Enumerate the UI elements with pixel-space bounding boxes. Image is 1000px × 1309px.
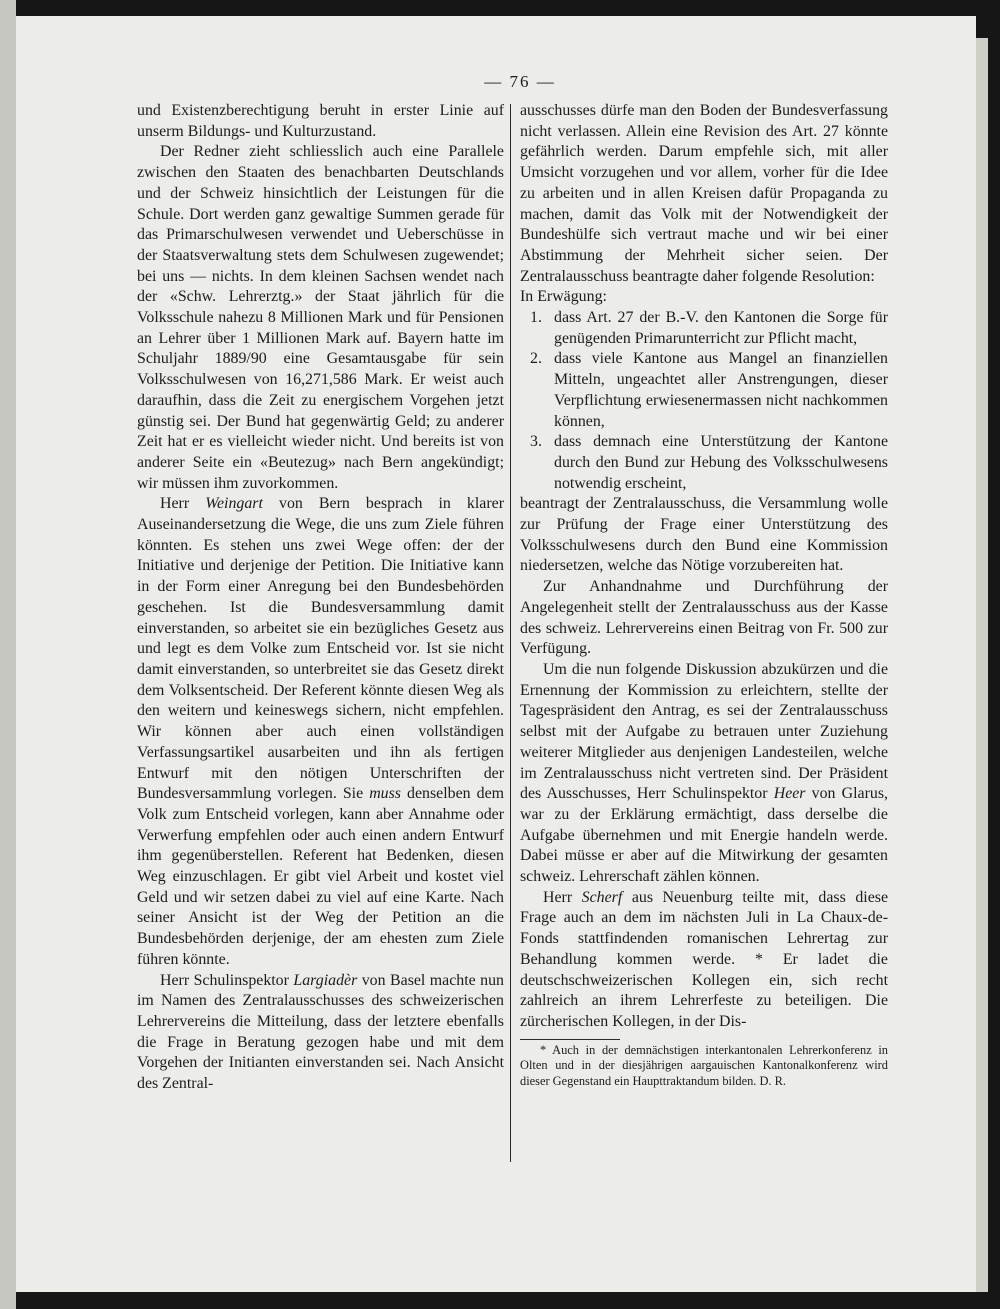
speaker-name: Weingart (205, 495, 263, 513)
speaker-name: Heer (773, 785, 806, 803)
scan-edge-left (0, 0, 16, 1309)
resolution-list (520, 308, 888, 494)
paragraph-text: denselben dem Volk zum Entscheid vorlegen, kann aber Annahme oder Verwerfung empfehlen oder auch einen andern Entwurf ihm gegenüberstellen. Referent hat Bedenken, diesen Weg einzuschlagen. Er gibt viel Arbeit und kostet viel Geld und wir setzen dabei zu viel auf eine Karte. Nach seiner Ansicht ist der Weg der Petition an die Bundesbehörden derjenige, der am ehesten zum Ziele führen könnte. (137, 785, 504, 968)
list-number: 2. (530, 350, 542, 368)
paragraph-text: aus Neuenburg teilte mit, dass diese Frage auch an dem im nächsten Juli in La Chaux-de-Fonds stattfindenden romanischen Lehrertag zur Behandlung kommen werde. * Er ladet die deutschschweizerischen Kollegen ein, sich recht zahlreich an ihrem Lehrerfeste zu beteiligen. Die zürcherischen Kollegen, in der Dis- (520, 888, 888, 1030)
list-item (520, 308, 888, 349)
emphasis: muss (369, 785, 401, 803)
paragraph-text: von Glarus, war zu der Erklärung ermächtigt, dass derselbe die Aufgabe übernehmen und mit Energie handeln werde. Dabei müsse er aber auf die Mitwirkung der gesamten schweiz. Lehrerschaft zählen können. (520, 785, 888, 886)
resolution-intro: In Erwägung: (520, 288, 607, 306)
scan-edge-right (976, 38, 988, 1292)
list-item-text: dass demnach eine Unterstützung der Kantone durch den Bund zur Hebung des Volksschulwesens notwendig erscheint, (554, 433, 888, 492)
right-column (520, 101, 888, 1089)
left-column (137, 101, 504, 1095)
list-item-text: dass viele Kantone aus Mangel an finanziellen Mitteln, ungeachtet aller Anstrengungen, dieser Verpflichtung erwiesenermassen nicht nachkommen können, (554, 350, 888, 430)
paragraph (137, 494, 504, 970)
column-divider (510, 104, 511, 1162)
footnote: * Auch in der demnächstigen interkantonalen Lehrerkonferenz in Olten und in der diesjährigen aargauischen Kantonalkonferenz wird dieser Gegenstand ein Haupttraktandum bilden. D. R. (520, 1042, 888, 1088)
list-item-text: dass Art. 27 der B.-V. den Kantonen die Sorge für genügenden Primarunterricht zur Pflicht macht, (554, 309, 888, 347)
paragraph: ausschusses dürfe man den Boden der Bundesverfassung nicht verlassen. Allein eine Revision des Art. 27 könnte gefährlich werden. Darum empfehle sich, mit aller Umsicht vorzugehen und vor allem, vorher für die Idee zu arbeiten und in allen Kreisen dafür Propaganda zu machen, damit das Volk mit der Notwendigkeit der Bundeshülfe sich vertraut mache und wir bei einer Abstimmung der Mehrheit sicher seien. Der Zentralausschuss beantragte daher folgende Resolution: (520, 102, 888, 285)
paragraph-text: Herr Schulinspektor (160, 971, 294, 989)
paragraph-text: Herr (543, 888, 582, 906)
paragraph-text: Herr (160, 495, 206, 513)
page-number: — 76 — (484, 72, 556, 91)
paragraph (520, 660, 888, 888)
paragraph-text: von Bern besprach in klarer Auseinandersetzung die Wege, die uns zum Ziele führen könnten. Es stehen uns zwei Wege offen: der der Initiative und derjenige der Petition. Die Initiative kann in der Form einer Anregung bei den Bundesbehörden geschehen. Ist die Bundesversammlung damit einverstanden, so arbeitet sie ein bezügliches Gesetz aus und legt es dem Volke zum Entscheid vor. Ist sie nicht damit einverstanden, so unterbreitet sie das Gesetz direkt dem Volksentscheid. Der Referent könnte diesen Weg als den weitern und keineswegs sichern, nicht empfehlen. Wir können aber auch einen vollständigen Verfassungsartikel ausarbeiten und ihn als fertigen Entwurf mit den nötigen Unterschriften der Bundesversammlung vorlegen. Sie (137, 495, 504, 803)
speaker-name: Scherf (581, 888, 623, 906)
paragraph (520, 888, 888, 1033)
list-number: 1. (530, 309, 542, 327)
paragraph: Der Redner zieht schliesslich auch eine Parallele zwischen den Staaten des benachbarten Deutschlands und der Schweiz hinsichtlich der Leistungen für die Schule. Dort werden ganz gewaltige Summen gerade für das Primarschulwesen verwendet und Ueberschüsse in der Staatsverwaltung stets dem Schulwesen zugewendet; bei uns — nichts. In dem kleinen Sachsen wendet nach der «Schw. Lehrerztg.» der Staat jährlich für die Volksschule nahezu 8 Millionen Mark und für Pensionen an Lehrer über 1 Millionen Mark auf. Bayern hatte im Schuljahr 1889/90 eine Gesamtausgabe für sein Volksschulwesen von 16,271,586 Mark. Er weist auch daraufhin, dass die Zeit zu energischem Vorgehen jetzt günstig sei. Der Bund hat gegenwärtig Geld; zu anderer Zeit hat er es vielleicht wieder nicht. Und bereits ist von anderer Seite ein «Beutezug» nach Bern angekündigt; wir müssen ihm zuvorkommen. (137, 143, 504, 492)
paragraph: und Existenzberechtigung beruht in erster Linie auf unserm Bildungs- und Kulturzustand. (137, 102, 504, 140)
resolution-close: beantragt der Zentralausschuss, die Versammlung wolle zur Prüfung der Frage einer Unterstützung des Volksschulwesens durch den Bund eine Kommission niedersetzen, welche das Nötige vorzubereiten hat. (520, 495, 888, 575)
paragraph-text: Um die nun folgende Diskussion abzukürzen und die Ernennung der Kommission zu erleichtern, stellte der Tagespräsident den Antrag, es sei der Zentralausschuss selbst mit der Aufgabe zu betrauen unter Zuziehung weiterer Mitglieder aus denjenigen Landesteilen, welche im Zentralausschuss nicht vertreten sind. Der Präsident des Ausschusses, Herr Schulinspektor (520, 660, 888, 803)
list-number: 3. (530, 433, 542, 451)
footnote-rule (520, 1039, 620, 1040)
paragraph: Zur Anhandnahme und Durchführung der Angelegenheit stellt der Zentralausschuss aus der Kasse des schweiz. Lehrervereins einen Beitrag von Fr. 500 zur Verfügung. (520, 578, 888, 658)
list-item (520, 432, 888, 494)
speaker-name: Largiadèr (293, 971, 358, 989)
paragraph-text: von Basel machte nun im Namen des Zentralausschusses des schweizerischen Lehrervereins die Mitteilung, dass der letztere ebenfalls die Frage in Beratung gezogen habe und mit dem Vorgehen der Initianten einverstanden sei. Nach Ansicht des Zentral- (137, 971, 504, 1093)
list-item (520, 349, 888, 432)
paragraph (137, 971, 504, 1095)
